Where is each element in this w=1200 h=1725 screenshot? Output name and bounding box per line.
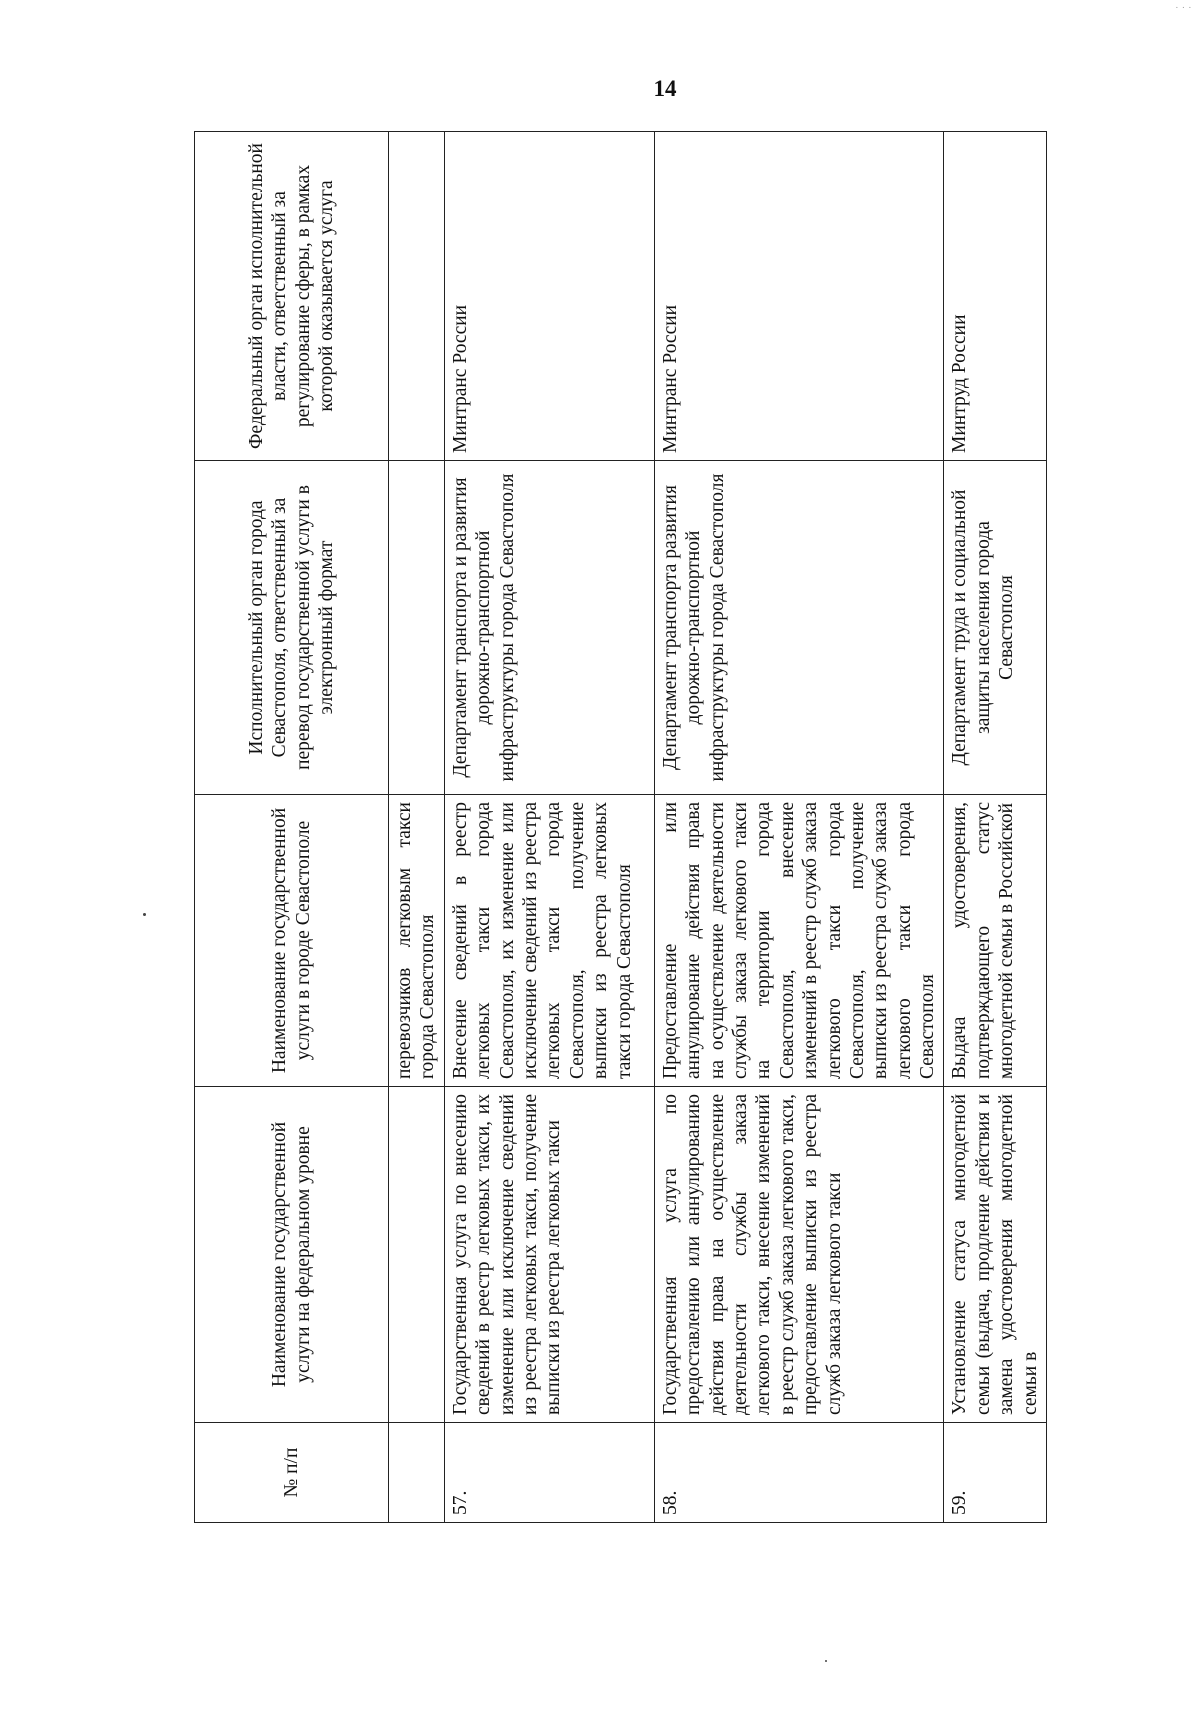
header-executive-body: Исполнительный орган города Севастополя, ответственный за перевод государственной услуги в электронный формат (195, 461, 389, 795)
services-table (194, 131, 1047, 1523)
cell-regional-service: Предоставление или аннулирование действия права на осуществление деятельности службы заказа легкового такси на территории города Севастополя, внесение изменений в реестр служб заказа легкового такси города Севастополя, получение выписки из реестра служб заказа легкового такси города Севастополя (654, 795, 944, 1087)
cell-federal-body (389, 132, 445, 461)
table-row (654, 132, 944, 1523)
table-header-row (195, 132, 389, 1523)
cell-regional-service: Выдача удостоверения, подтверждающего статус многодетной семьи в Российской (944, 795, 1047, 1087)
cell-federal-service: Государственная услуга по предоставлению или аннулированию действия права на осуществление деятельности службы заказа легкового такси, внесение изменений в реестр служб заказа легкового такси, предоставление выписки из реестра служб заказа легкового такси (654, 1087, 944, 1423)
table-row-continuation (389, 132, 445, 1523)
cell-federal-service: Установление статуса многодетной семьи (выдача, продление действия и замена удостоверения многодетной семьи в (944, 1087, 1047, 1423)
scan-speck (825, 1660, 827, 1662)
cell-executive-body: Департамент транспорта и развития дорожно-транспортной инфраструктуры города Севастополя (444, 461, 654, 795)
header-federal-service: Наименование государственной услуги на федеральном уровне (195, 1087, 389, 1423)
cell-executive-body: Департамент транспорта развития дорожно-транспортной инфраструктуры города Севастополя (654, 461, 944, 795)
page-number: 14 (653, 76, 677, 101)
scan-speck (143, 913, 146, 916)
table-row (444, 132, 654, 1523)
cell-federal-body: Минтруд России (944, 132, 1047, 461)
cell-federal-body: Минтранс России (654, 132, 944, 461)
cell-num: 58. (654, 1423, 944, 1523)
header-regional-service: Наименование государственной услуги в городе Севастополе (195, 795, 389, 1087)
header-federal-body: Федеральный орган исполнительной власти, ответственный за регулирование сферы, в рамках которой оказывается услуга (195, 132, 389, 461)
cell-num: 59. (944, 1423, 1047, 1523)
table-row (944, 132, 1047, 1523)
cell-federal-service: Государственная услуга по внесению сведений в реестр легковых такси, их изменение или исключение сведений из реестра легковых такси, получение выписки из реестра легковых такси (444, 1087, 654, 1423)
cell-executive-body (389, 461, 445, 795)
cell-federal-service (389, 1087, 445, 1423)
cell-federal-body: Минтранс России (444, 132, 654, 461)
corner-scan-mark: . . . (1175, 0, 1192, 10)
cell-regional-service: перевозчиков легковым такси города Севастополя (389, 795, 445, 1087)
cell-num: 57. (444, 1423, 654, 1523)
cell-regional-service: Внесение сведений в реестр легковых такси города Севастополя, их изменение или исключение сведений из реестра легковых такси города Севастополя, получение выписки из реестра легковых такси города Севастополя (444, 795, 654, 1087)
cell-num (389, 1423, 445, 1523)
header-num: № п/п (195, 1423, 389, 1523)
cell-executive-body: Департамент труда и социальной защиты населения города Севастополя (944, 461, 1047, 795)
rotated-table-container (194, 132, 1041, 1523)
